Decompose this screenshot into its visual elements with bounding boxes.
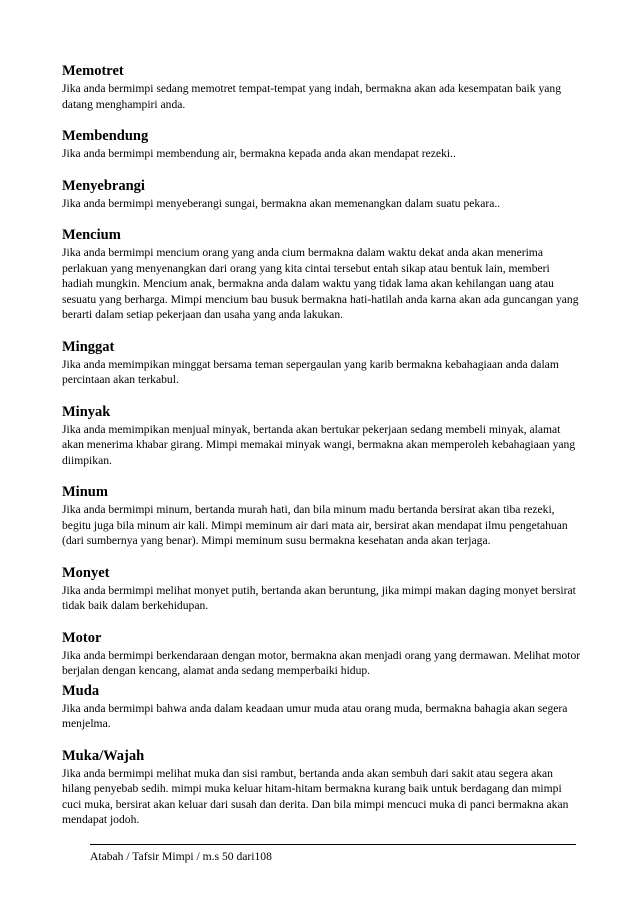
entry-body: Jika anda memimpikan menjual minyak, bertanda akan bertukar pekerjaan sedang membeli minyak, alamat akan menerima khabar girang. Mimpi memakai minyak wangi, bermakna akan memperoleh kebahagiaan yang diimpikan. bbox=[62, 422, 576, 467]
entry-body: Jika anda memimpikan minggat bersama teman sepergaulan yang karib bermakna kebahagiaan anda dalam percintaan akan terkabul. bbox=[62, 357, 559, 386]
entry-body: Jika anda bermimpi bahwa anda dalam keadaan umur muda atau orang muda, bermakna bahagia akan segera menjelma. bbox=[62, 701, 568, 730]
entry-mencium bbox=[62, 226, 582, 323]
entry-title: Muda bbox=[62, 682, 100, 699]
entry-body: Jika anda bermimpi membendung air, bermakna kepada anda akan mendapat rezeki.. bbox=[62, 147, 456, 160]
entry-muda bbox=[62, 682, 582, 732]
entry-title: Mencium bbox=[62, 227, 121, 243]
footer-divider bbox=[90, 844, 576, 845]
entry-muka-wajah bbox=[62, 747, 582, 828]
entry-title: Minyak bbox=[62, 403, 111, 420]
entry-body: Jika anda bermimpi berkendaraan dengan motor, bermakna akan menjadi orang yang dermawan. Melihat motor berjalan dengan kencang, alamat anda sedang memperbaiki hidup. bbox=[62, 648, 581, 677]
entry-minggat bbox=[62, 338, 582, 388]
entry-motor bbox=[62, 629, 582, 679]
entry-membendung bbox=[62, 127, 582, 162]
entry-title: Minggat bbox=[62, 338, 115, 355]
entry-title: Membendung bbox=[62, 128, 149, 144]
entry-body: Jika anda bermimpi melihat muka dan sisi rambut, bertanda anda akan sembuh dari sakit atau segera akan hilang penyebab sedih. mimpi muka keluar hitam-hitam bermakna kurang baik untuk berdagang dan mimpi cuci muka, bersirat akan keluar dari susah dan derita. Dan bila mimpi mencuci muka di panci bermakna akan mendapat jodoh. bbox=[62, 766, 569, 826]
entry-title: Minum bbox=[62, 484, 108, 500]
entry-title: Monyet bbox=[62, 564, 110, 581]
entry-body: Jika anda bermimpi melihat monyet putih, bertanda akan beruntung, jika mimpi makan daging monyet bersirat tidak baik dalam berkehidupan. bbox=[62, 583, 576, 612]
entry-minum bbox=[62, 483, 582, 549]
entry-menyebrangi bbox=[62, 177, 582, 212]
entry-monyet bbox=[62, 564, 582, 614]
entry-body: Jika anda bermimpi mencium orang yang anda cium bermakna dalam waktu dekat anda akan menerima perlakuan yang menyenangkan dari orang yang kita cintai tersebut entah sikap atau bentuk lain, memberi hadiah mungkin. Mencium anak, bermakna anda dalam waktu yang tidak lama akan kehilangan uang atau sesuatu yang berharga. Mimpi mencium bau busuk bermakna hati-hatilah anda karna akan ada guncangan yang berarti dalam setiap pekerjaan dan usaha yang anda lakukan. bbox=[62, 246, 579, 321]
entry-title: Memotret bbox=[62, 63, 124, 79]
entry-body: Jika anda bermimpi sedang memotret tempat-tempat yang indah, bermakna akan ada kesempatan baik yang datang menghampiri anda. bbox=[62, 82, 561, 111]
entry-title: Muka/Wajah bbox=[62, 747, 145, 764]
page-footer bbox=[90, 844, 576, 864]
entry-minyak bbox=[62, 403, 582, 469]
entry-body: Jika anda bermimpi menyeberangi sungai, bermakna akan memenangkan dalam suatu pekara.. bbox=[62, 196, 501, 210]
entry-title: Menyebrangi bbox=[62, 177, 145, 194]
entry-title: Motor bbox=[62, 629, 102, 646]
entry-body: Jika anda bermimpi minum, bertanda murah hati, dan bila minum madu bertanda bersirat akan tiba rezeki, begitu juga bila minum air kali. Mimpi meminum air dari mata air, bersirat akan mendapat ilmu pengetahuan (dari sumbernya yang benar). Mimpi meminum susu bermakna kesehatan anda akan terjaga. bbox=[62, 503, 568, 547]
document-page bbox=[62, 62, 582, 828]
entry-memotret bbox=[62, 62, 582, 112]
footer-text: Atabah / Tafsir Mimpi / m.s 50 dari108 bbox=[90, 850, 272, 863]
